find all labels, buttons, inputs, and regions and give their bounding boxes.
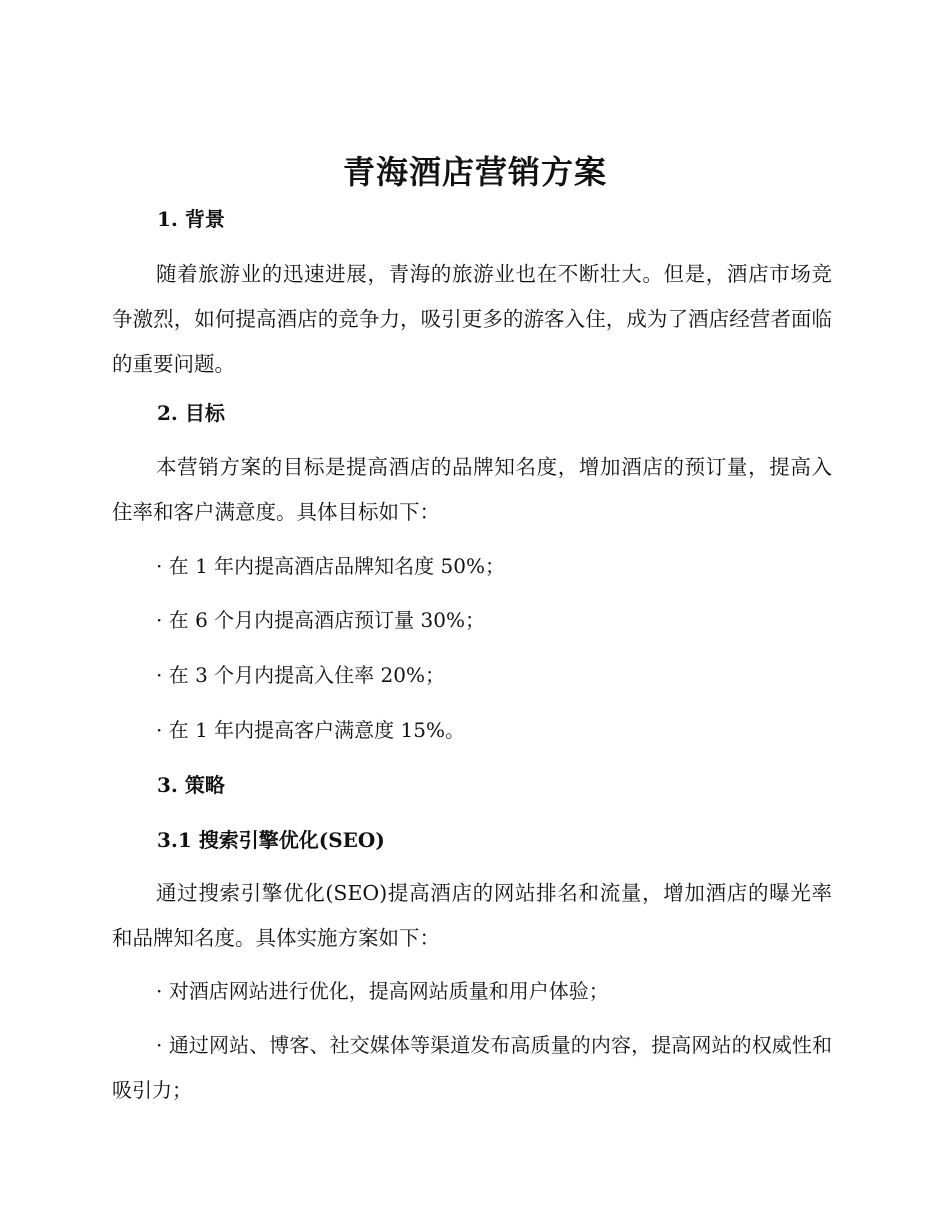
paragraph-seo: 通过搜索引擎优化(SEO)提高酒店的网站排名和流量，增加酒店的曝光率和品牌知名度。具体实施方案如下： (112, 881, 832, 950)
section-heading-strategy: 3. 策略 (157, 773, 225, 797)
goal-bullet-4: · 在 1 年内提高客户满意度 15%。 (156, 718, 465, 742)
seo-bullet-2: · 通过网站、博客、社交媒体等渠道发布高质量的内容，提高网站的权威性和吸引力； (112, 1033, 832, 1102)
document-title: 青海酒店营销方案 (342, 153, 607, 191)
paragraph-goals: 本营销方案的目标是提高酒店的品牌知名度，增加酒店的预订量，提高入住率和客户满意度。具体目标如下： (112, 455, 832, 524)
section-heading-goals: 2. 目标 (157, 401, 225, 425)
section-heading-background: 1. 背景 (157, 207, 225, 231)
goal-bullet-1: · 在 1 年内提高酒店品牌知名度 50%； (156, 554, 505, 578)
paragraph-background: 随着旅游业的迅速进展，青海的旅游业也在不断壮大。但是，酒店市场竞争激烈，如何提高酒店的竞争力，吸引更多的游客入住，成为了酒店经营者面临的重要问题。 (112, 262, 832, 376)
subsection-heading-seo: 3.1 搜索引擎优化(SEO) (157, 828, 385, 852)
goal-bullet-2: · 在 6 个月内提高酒店预订量 30%； (156, 608, 485, 632)
goal-bullet-3: · 在 3 个月内提高入住率 20%； (156, 663, 445, 687)
seo-bullet-1: · 对酒店网站进行优化，提高网站质量和用户体验； (156, 979, 609, 1003)
